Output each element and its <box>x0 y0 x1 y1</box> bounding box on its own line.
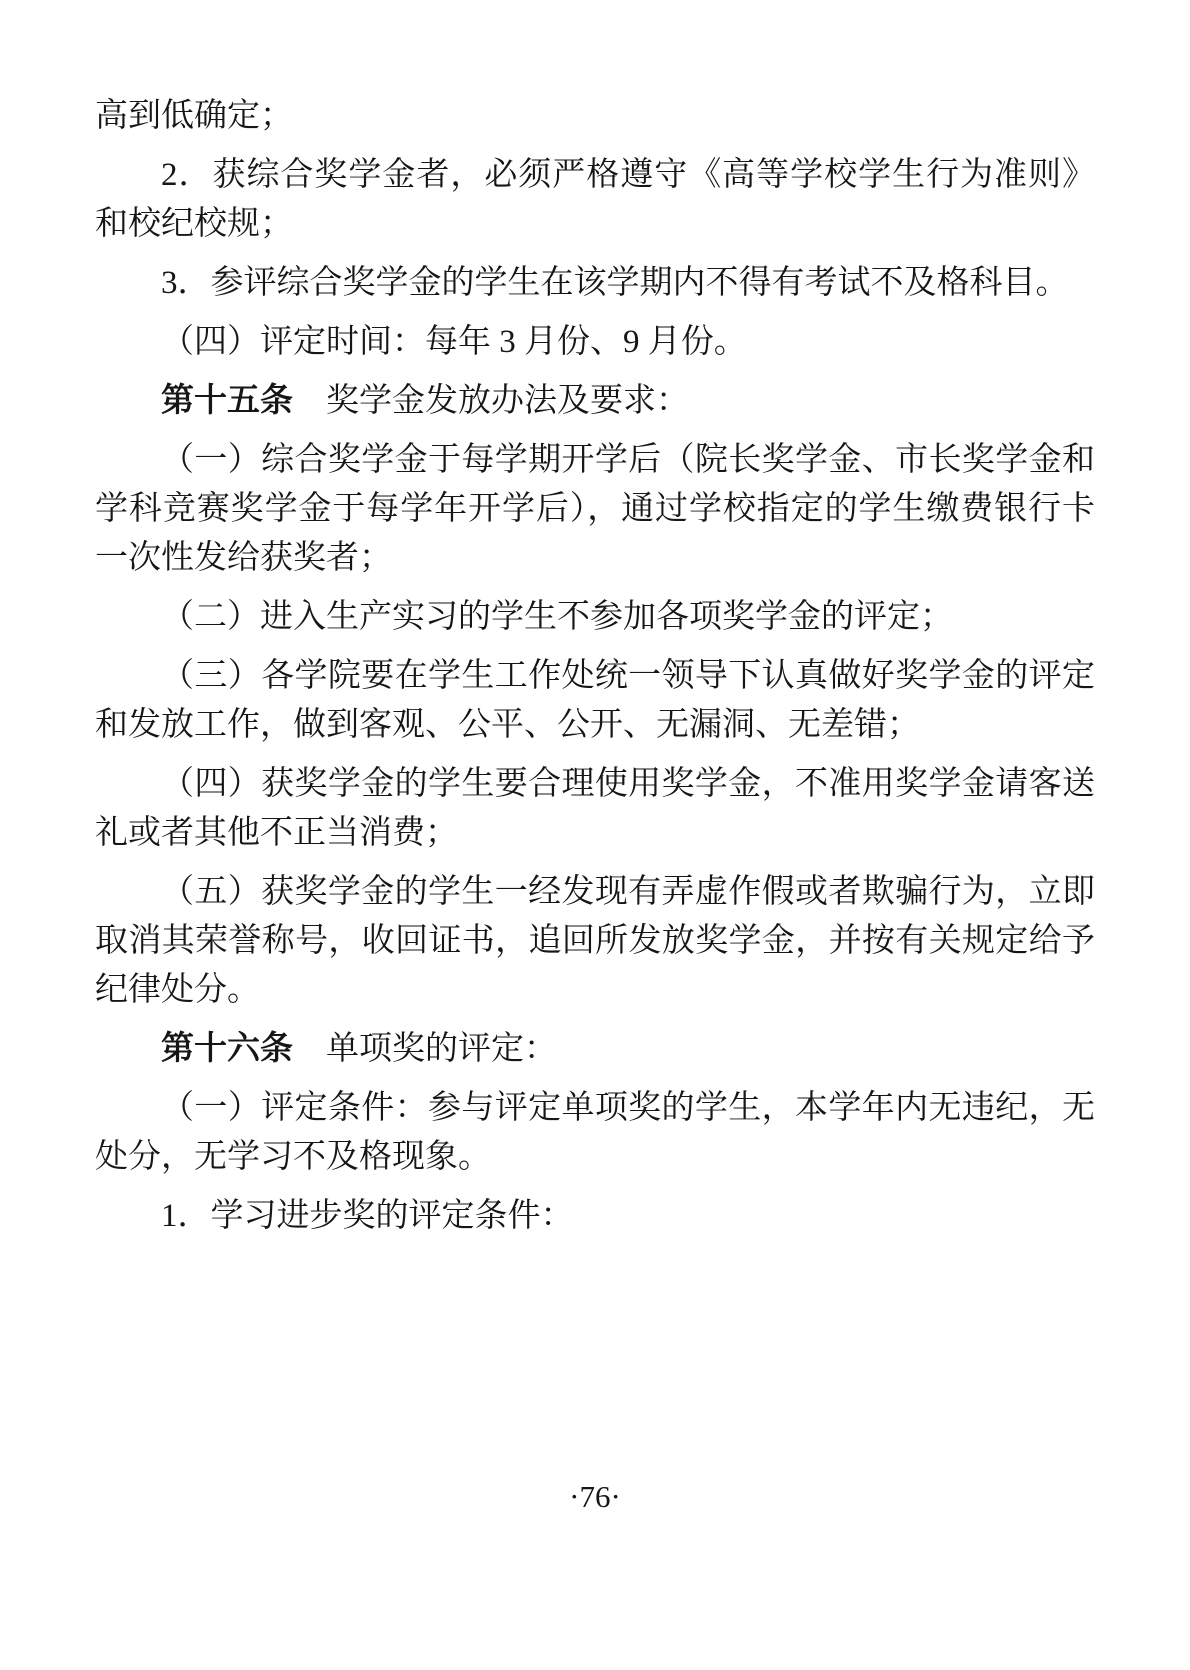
paragraph-text: （四）评定时间：每年 3 月份、9 月份。 <box>161 324 747 360</box>
article-15-number: 第十五条 <box>161 383 293 419</box>
paragraph-item-wu <box>95 868 1095 1015</box>
article-15-title: 奖学金发放办法及要求： <box>293 383 689 419</box>
paragraph-text: （二）进入生产实习的学生不参加各项奖学金的评定； <box>161 599 953 635</box>
paragraph-text: （三）各学院要在学生工作处统一领导下认真做好奖学金的评定和发放工作，做到客观、公平、公开、无漏洞、无差错； <box>95 658 1095 743</box>
paragraph-text: （一）评定条件：参与评定单项奖的学生，本学年内无违纪，无处分，无学习不及格现象。 <box>95 1090 1095 1175</box>
article-16-number: 第十六条 <box>161 1031 293 1067</box>
paragraph-continuation <box>95 92 1095 141</box>
paragraph-text: 2．获综合奖学金者，必须严格遵守《高等学校学生行为准则》和校纪校规； <box>95 157 1095 242</box>
paragraph-item-san <box>95 652 1095 750</box>
paragraph-text: （五）获奖学金的学生一经发现有弄虚作假或者欺骗行为，立即取消其荣誉称号，收回证书，追回所发放奖学金，并按有关规定给予纪律处分。 <box>95 874 1095 1008</box>
paragraph-item-yi-2 <box>95 1084 1095 1182</box>
article-16-heading <box>95 1025 1095 1074</box>
document-body <box>95 92 1095 1251</box>
paragraph-item-1 <box>95 1192 1095 1241</box>
article-15-heading <box>95 377 1095 426</box>
paragraph-text: 1．学习进步奖的评定条件： <box>161 1198 574 1234</box>
paragraph-text: （一）综合奖学金于每学期开学后（院长奖学金、市长奖学金和学科竞赛奖学金于每学年开学后），通过学校指定的学生缴费银行卡一次性发给获奖者； <box>95 442 1095 576</box>
page-number: ·76· <box>569 1479 621 1514</box>
paragraph-text: 3．参评综合奖学金的学生在该学期内不得有考试不及格科目。 <box>161 265 1069 301</box>
paragraph-item-si <box>95 318 1095 367</box>
paragraph-item-yi <box>95 436 1095 583</box>
paragraph-item-3 <box>95 259 1095 308</box>
paragraph-item-si-2 <box>95 760 1095 858</box>
paragraph-text: 高到低确定； <box>95 98 293 134</box>
paragraph-text: （四）获奖学金的学生要合理使用奖学金，不准用奖学金请客送礼或者其他不正当消费； <box>95 766 1095 851</box>
paragraph-item-er <box>95 593 1095 642</box>
article-16-title: 单项奖的评定： <box>293 1031 557 1067</box>
paragraph-item-2 <box>95 151 1095 249</box>
